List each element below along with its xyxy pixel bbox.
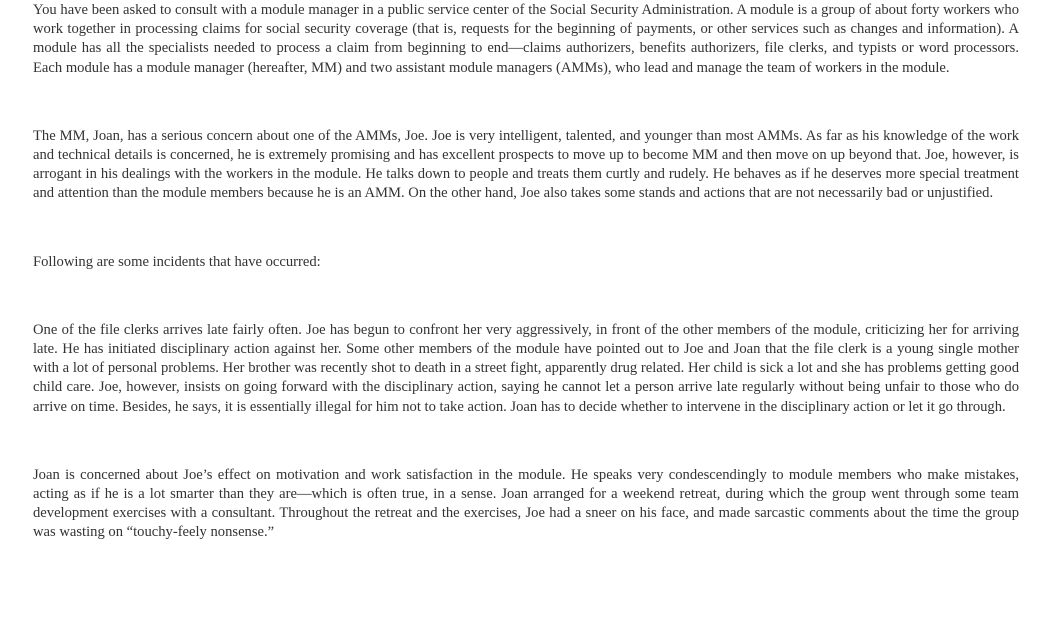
paragraph-joe-concern: The MM, Joan, has a serious concern about one of the AMMs, Joe. Joe is very intelligent, talented, and younger than most AMMs. As far as his knowledge of the work and technical details is concerned, he is extremely promising and has excellent prospects to move up to become MM and then move on up beyond that. Joe, however, is arrogant in his dealings with the workers in the module. He talks down to people and treats them curtly and rudely. He behaves as if he deserves more special treatment and attention than the module members because he is an AMM. On the other hand, Joe also takes some stands and actions that are not necessarily bad or unjustified. — [33, 127, 1019, 202]
paragraph-retreat-incident: Joan is concerned about Joe’s effect on motivation and work satisfaction in the module. He speaks very condescendingly to module members who make mistakes, acting as if he is a lot smarter than they are—which is often true, in a sense. Joan arranged for a weekend retreat, during which the group went through some team development exercises with a consultant. Throughout the retreat and the exercises, Joe had a sneer on his face, and made sarcastic comments about the time the group was wasting on “touchy-feely nonsense.” — [33, 466, 1019, 541]
document-body — [33, 0, 1019, 543]
paragraph-file-clerk-incident: One of the file clerks arrives late fairly often. Joe has begun to confront her very aggressively, in front of the other members of the module, criticizing her for arriving late. He has initiated disciplinary action against her. Some other members of the module have pointed out to Joe and Joan that the file clerk is a young single mother with a lot of personal problems. Her brother was recently shot to death in a street fight, apparently drug related. Her child is sick a lot and she has problems getting good child care. Joe, however, insists on going forward with the disciplinary action, saying he cannot let a person arrive late regularly without being unfair to those who do arrive on time. Besides, he says, it is essentially illegal for him not to take action. Joan has to decide whether to intervene in the disciplinary action or let it go through. — [33, 321, 1019, 415]
paragraph-incidents-intro: Following are some incidents that have occurred: — [33, 253, 321, 270]
paragraph-intro: You have been asked to consult with a module manager in a public service center of the Social Security Administration. A module is a group of about forty workers who work together in processing claims for social security coverage (that is, requests for the beginning of payments, or other services such as changes and information). A module has all the specialists needed to process a claim from beginning to end—claims authorizers, benefits authorizers, file clerks, and typists or word processors. Each module has a module manager (hereafter, MM) and two assistant module managers (AMMs), who lead and manage the team of workers in the module. — [33, 2, 1019, 76]
